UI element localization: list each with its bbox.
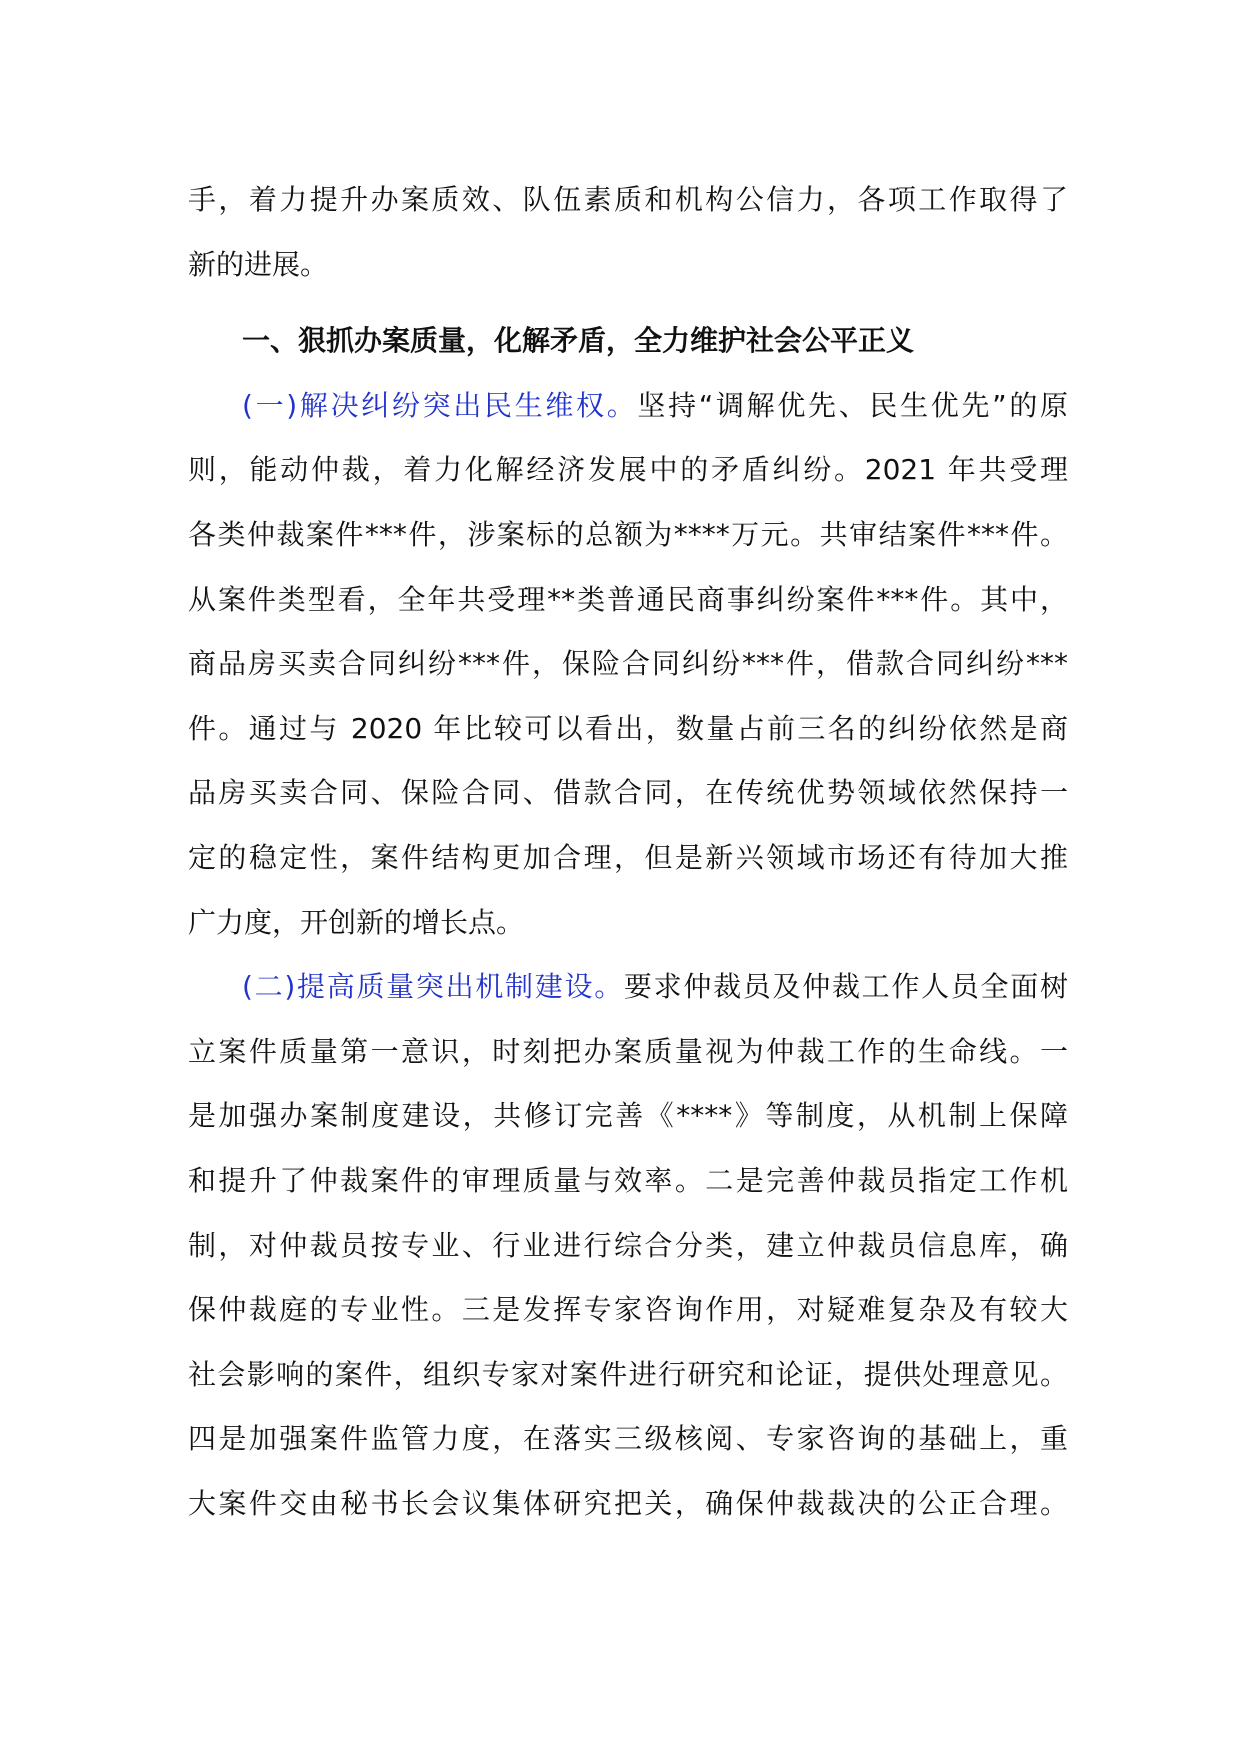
item-two-line: 社会影响的案件，组织专家对案件进行研究和论证，提供处理意见。 <box>188 1357 1068 1391</box>
item-two-line: 大案件交由秘书长会议集体研究把关，确保仲裁裁决的公正合理。 <box>188 1486 1068 1520</box>
item-one-first-line <box>188 374 1068 439</box>
item-one-subheading: (一)解决纠纷突出民生维权。 <box>242 388 638 422</box>
item-two-line: 和提升了仲裁案件的审理质量与效率。二是完善仲裁员指定工作机 <box>188 1163 1068 1197</box>
item-two-line: 立案件质量第一意识，时刻把办案质量视为仲裁工作的生命线。一 <box>188 1034 1068 1068</box>
item-one-line: 各类仲裁案件***件，涉案标的总额为****万元。共审结案件***件。 <box>188 517 1068 551</box>
item-two-line: 四是加强案件监管力度，在落实三级核阅、专家咨询的基础上，重 <box>188 1422 1068 1456</box>
item-one-first-line-text: 坚持“调解优先、民生优先”的原 <box>637 388 1068 422</box>
intro-line-2: 新的进展。 <box>188 247 329 281</box>
item-two-subheading: (二)提高质量突出机制建设。 <box>242 970 624 1004</box>
item-two-line: 保仲裁庭的专业性。三是发挥专家咨询作用，对疑难复杂及有较大 <box>188 1293 1068 1327</box>
item-two-line: 是加强办案制度建设，共修订完善《****》等制度，从机制上保障 <box>188 1099 1068 1133</box>
item-one-line: 广力度，开创新的增长点。 <box>188 905 525 939</box>
section-heading: 一、狠抓办案质量，化解矛盾，全力维护社会公平正义 <box>242 324 915 358</box>
item-two-line: 制，对仲裁员按专业、行业进行综合分类，建立仲裁员信息库，确 <box>188 1228 1068 1262</box>
intro-line-1: 手，着力提升办案质效、队伍素质和机构公信力，各项工作取得了 <box>188 183 1068 216</box>
item-two-first-line <box>188 955 1068 1020</box>
item-one-line: 定的稳定性，案件结构更加合理，但是新兴领域市场还有待加大推 <box>188 840 1068 874</box>
item-one-line: 件。通过与 2020 年比较可以看出，数量占前三名的纠纷依然是商 <box>188 711 1068 745</box>
item-two-first-line-text: 要求仲裁员及仲裁工作人员全面树 <box>623 970 1068 1004</box>
item-one-line: 商品房买卖合同纠纷***件，保险合同纠纷***件，借款合同纠纷*** <box>188 647 1068 681</box>
item-one-line: 品房买卖合同、保险合同、借款合同，在传统优势领域依然保持一 <box>188 776 1068 810</box>
item-one-line: 从案件类型看，全年共受理**类普通民商事纠纷案件***件。其中， <box>188 582 1068 616</box>
document-body <box>188 168 1068 1536</box>
item-one-line: 则，能动仲裁，着力化解经济发展中的矛盾纠纷。2021 年共受理 <box>188 453 1068 487</box>
